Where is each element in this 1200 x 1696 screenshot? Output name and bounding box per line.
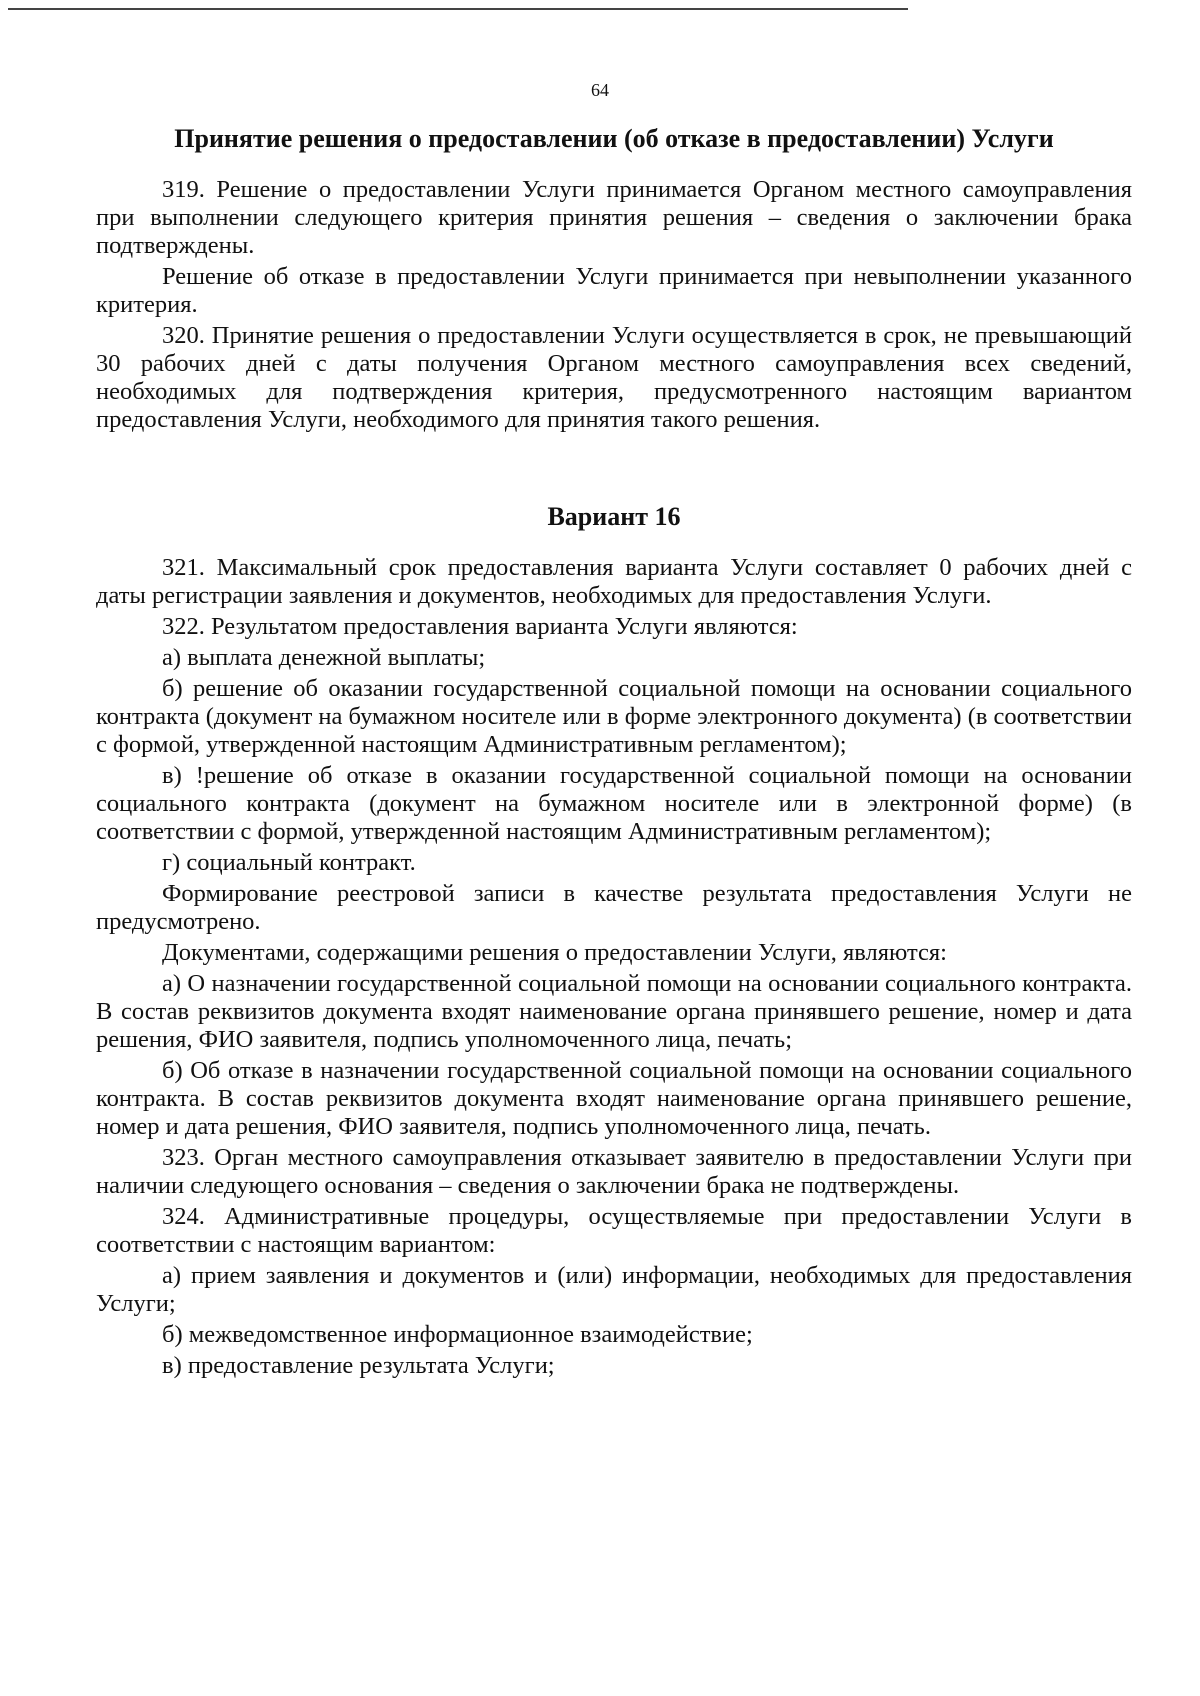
- section-heading-decision: Принятие решения о предоставлении (об отказе в предоставлении) Услуги: [174, 124, 1054, 153]
- list-item-proc-v: в) предоставление результата Услуги;: [162, 1352, 555, 1379]
- list-item-b: б) решение об оказании государственной социальной помощи на основании социального контракта (документ на бумажном носителе или в форме электронного документа) (в соответствии с формой, утвержденной настоящим Административным регламентом);: [96, 675, 1132, 758]
- list-item-a: а) выплата денежной выплаты;: [162, 644, 486, 671]
- section-heading-variant-16: Вариант 16: [547, 502, 681, 531]
- paragraph-decision-documents: Документами, содержащими решения о предоставлении Услуги, являются:: [162, 939, 947, 966]
- section-body-decision: [96, 176, 1132, 437]
- section-body-variant-16: [96, 554, 1132, 1383]
- page-number: 64: [591, 80, 609, 100]
- paragraph-319: 319. Решение о предоставлении Услуги принимается Органом местного самоуправления при выполнении следующего критерия принятия решения – сведения о заключении брака подтверждены.: [96, 176, 1132, 259]
- list-item-doc-b: б) Об отказе в назначении государственной социальной помощи на основании социального контракта. В состав реквизитов документа входят наименование органа принявшего решение, номер и дата решения, ФИО заявителя, подпись уполномоченного лица, печать.: [96, 1057, 1132, 1140]
- paragraph-320: 320. Принятие решения о предоставлении Услуги осуществляется в срок, не превышающий 30 рабочих дней с даты получения Органом местного самоуправления всех сведений, необходимых для подтверждения критерия, предусмотренного настоящим вариантом предоставления Услуги, необходимого для принятия такого решения.: [96, 322, 1132, 433]
- paragraph-321: 321. Максимальный срок предоставления варианта Услуги составляет 0 рабочих дней с даты регистрации заявления и документов, необходимых для предоставления Услуги.: [96, 554, 1132, 609]
- list-item-v: в) !решение об отказе в оказании государственной социальной помощи на основании социального контракта (документ на бумажном носителе или в электронной форме) (в соответствии с формой, утвержденной настоящим Административным регламентом);: [96, 762, 1132, 845]
- paragraph-323: 323. Орган местного самоуправления отказывает заявителю в предоставлении Услуги при наличии следующего основания – сведения о заключении брака не подтверждены.: [96, 1144, 1132, 1199]
- scan-top-rule: [8, 8, 908, 10]
- list-item-proc-b: б) межведомственное информационное взаимодействие;: [162, 1321, 753, 1348]
- paragraph-322: 322. Результатом предоставления варианта Услуги являются:: [162, 613, 798, 640]
- paragraph-refusal: Решение об отказе в предоставлении Услуги принимается при невыполнении указанного критерия.: [96, 263, 1132, 318]
- list-item-proc-a: а) прием заявления и документов и (или) информации, необходимых для предоставления Услуги;: [96, 1262, 1132, 1317]
- list-item-doc-a: а) О назначении государственной социальной помощи на основании социального контракта. В состав реквизитов документа входят наименование органа принявшего решение, номер и дата решения, ФИО заявителя, подпись уполномоченного лица, печать;: [96, 970, 1132, 1053]
- paragraph-324: 324. Административные процедуры, осуществляемые при предоставлении Услуги в соответствии с настоящим вариантом:: [96, 1203, 1132, 1258]
- paragraph-registry-record: Формирование реестровой записи в качестве результата предоставления Услуги не предусмотрено.: [96, 880, 1132, 935]
- list-item-g: г) социальный контракт.: [162, 849, 416, 876]
